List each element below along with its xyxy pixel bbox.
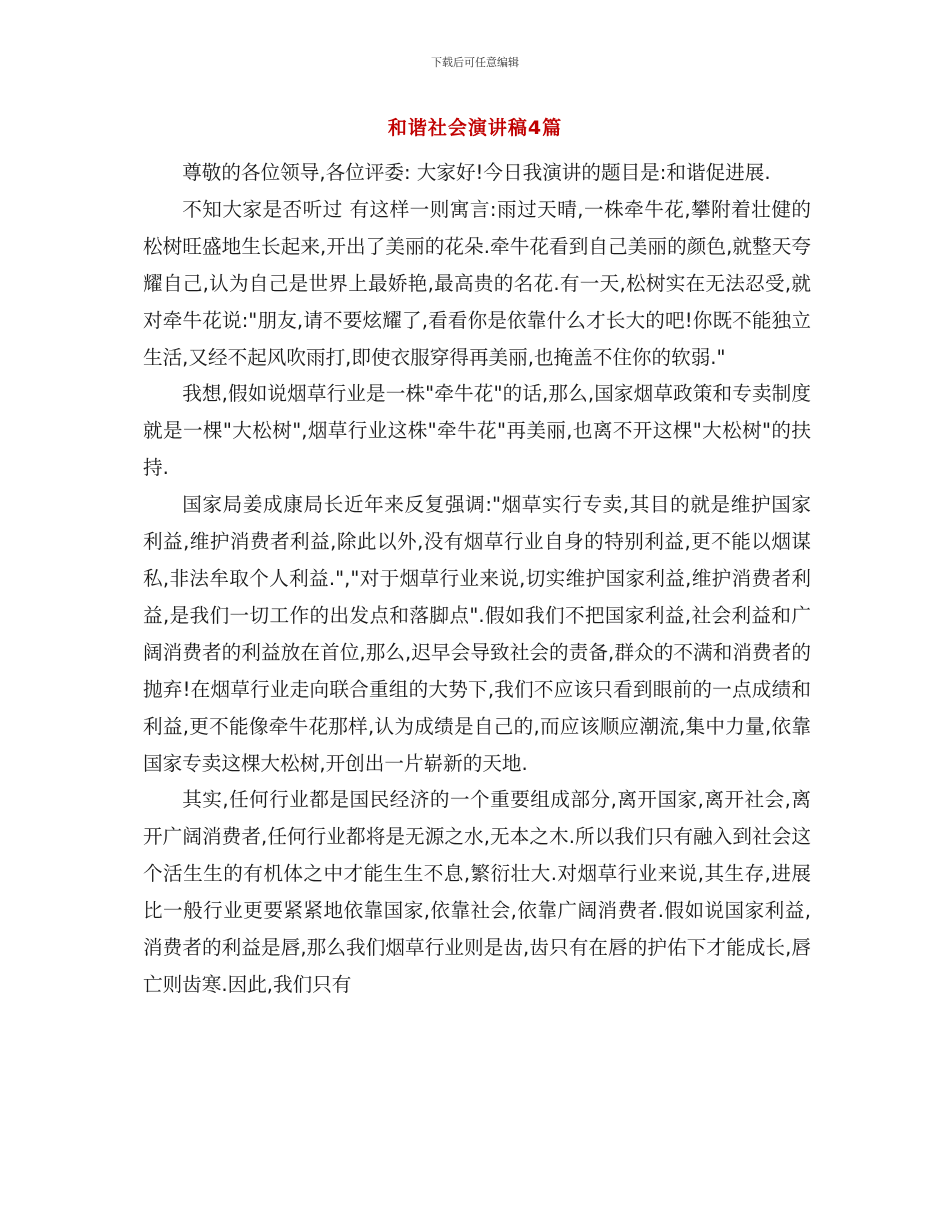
paragraph-3: 我想,假如说烟草行业是一株"牵牛花"的话,那么,国家烟草政策和专卖制度就是一棵"大松树",烟草行业这株"牵牛花"再美丽,也离不开这棵"大松树"的扶持. — [143, 382, 811, 480]
paragraph-5: 其实,任何行业都是国民经济的一个重要组成部分,离开国家,离开社会,离开广阔消费者,任何行业都将是无源之水,无本之木.所以我们只有融入到社会这个活生生的有机体之中才能生生不息,繁衍壮大.对烟草行业来说,其生存,进展比一般行业更要紧紧地依靠国家,依靠社会,依靠广阔消费者.假如说国家利益,消费者的利益是唇,那么我们烟草行业则是齿,齿只有在唇的护佑下才能成长,唇亡则齿寒.因此,我们只有 — [143, 788, 811, 996]
document-title: 和谐社会演讲稿4篇 — [387, 117, 563, 139]
paragraph-4: 国家局姜成康局长近年来反复强调:"烟草实行专卖,其目的就是维护国家利益,维护消费者利益,除此以外,没有烟草行业自身的特别利益,更不能以烟谋私,非法牟取个人利益.","对于烟草行业来说,切实维护国家利益,维护消费者利益,是我们一切工作的出发点和落脚点".假如我们不把国家利益,社会利益和广阔消费者的利益放在首位,那么,迟早会导致社会的责备,群众的不满和消费者的抛弃!在烟草行业走向联合重组的大势下,我们不应该只看到眼前的一点成绩和利益,更不能像牵牛花那样,认为成绩是自己的,而应该顺应潮流,集中力量,依靠国家专卖这棵大松树,开创出一片崭新的天地. — [143, 493, 811, 775]
paragraph-1: 尊敬的各位领导,各位评委: 大家好!今日我演讲的题目是:和谐促进展. — [182, 161, 771, 184]
page-header-note: 下载后可任意编辑 — [431, 56, 519, 69]
document-body — [143, 155, 811, 1004]
paragraph-2: 不知大家是否听过 有这样一则寓言:雨过天晴,一株牵牛花,攀附着壮健的松树旺盛地生长起来,开出了美丽的花朵.牵牛花看到自己美丽的颜色,就整天夸耀自己,认为自己是世界上最娇艳,最高贵的名花.有一天,松树实在无法忍受,就对牵牛花说:"朋友,请不要炫耀了,看看你是依靠什么才长大的吧!你既不能独立生活,又经不起风吹雨打,即使衣服穿得再美丽,也掩盖不住你的软弱." — [143, 197, 811, 369]
